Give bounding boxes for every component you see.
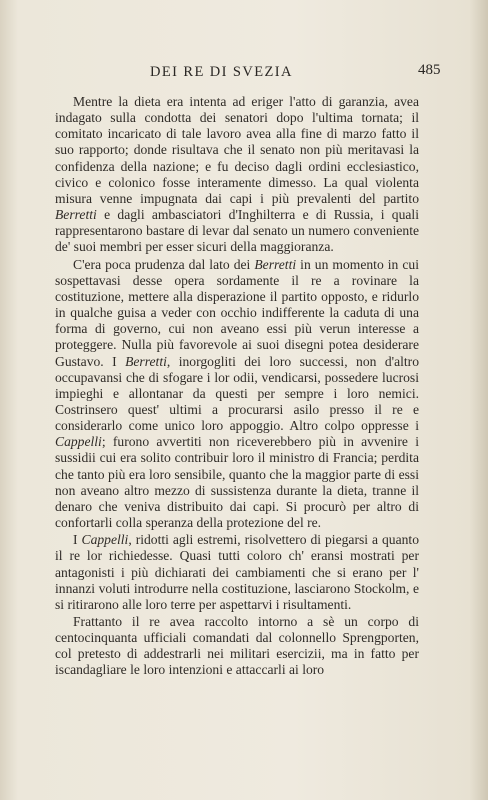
paragraph-4 — [55, 614, 419, 679]
text-run: in un momento in cui sospettavasi desse opera sordamente il re a rovinare la costituzione, mettere alla disperazione il partito opposto, e ridurlo in qualche guisa a veder con occhio indifferente la caduta di una forma di governo, cui non aveano essi più verun interesse a proteggere. Nulla più favorevole ai suoi disegni potea desiderare Gustavo. I — [55, 256, 419, 369]
text-run: C'era poca prudenza dal lato dei — [73, 256, 255, 272]
page-number: 485 — [418, 62, 441, 78]
text-run: I — [73, 532, 82, 548]
paragraph-1 — [55, 94, 419, 256]
page-header — [0, 62, 488, 84]
paragraph-3 — [55, 532, 419, 613]
text-run: , inorgogliti dei loro successi, non d'altro occupavansi che di sfogare i lor odii, vendicarsi, possedere lucrosi impieghi e allontanar da questi per sempre i loro nemici. Costrinsero quest' ultimi a procurarsi asilo presso il re e considerarlo come unico loro appoggio. Altro colpo oppresse i — [55, 353, 419, 434]
running-title: DEI RE DI SVEZIA — [150, 64, 293, 80]
text-run: Frattanto il re avea raccolto intorno a sè un corpo di centocinquanta ufficiali comandati dal colonnello Sprengporten, col pretesto di addestrarli nei militari esercizii, ma in fatto per iscandagliare le loro intenzioni e attaccarli ai loro — [55, 614, 419, 678]
italic-name: Cappelli — [55, 434, 102, 450]
italic-name: Berretti — [55, 207, 97, 223]
italic-name: Cappelli — [81, 532, 129, 548]
text-run: Mentre la dieta era intenta ad eriger l'atto di garanzia, avea indagato sulla condotta dei senatori dopo l'ultima tornata; il comitato incaricato di tale lavoro avea alla fine di marzo fatto il suo rapporto; donde risultava che il senato non più meritavasi la confidenza della nazione; e fu deciso dagli ordini ecclesiastico, civico e colonico fosse interamente dimesso. La qual violenta misura venne impugnata dai capi i più prevalenti del partito — [55, 94, 419, 206]
text-run: e dagli ambasciatori d'Inghilterra e di Russia, i quali rappresentarono bastare di levar dal senato un numero conveniente de' suoi membri per esser sicuri della maggioranza. — [55, 207, 419, 255]
text-run: ; furono avvertiti non riceverebbero più in avvenire i sussidii cui era solito contribuir loro il ministro di Francia; perdita che tanto più era loro sensibile, quanto che la maggior parte di essi non aveano altro mezzo di sussistenza durante la dieta, tranne il denaro che veniva distribuito dai capi. Si procurò per altro di confortarli colla speranza della protezione del re. — [55, 434, 419, 531]
paragraph-2 — [55, 257, 419, 532]
text-run: , ridotti agli estremi, risolvettero di piegarsi a quanto il re lor richiedesse. Quasi tutti coloro ch' eransi mostrati per antagonisti i più dichiarati dei cambiamenti che si erano per l' innanzi voluti introdurre nella costituzione, lasciarono Stockolm, e si ritirarono alle loro terre per aspettarvi i risultamenti. — [55, 532, 419, 612]
body-text — [55, 94, 419, 679]
italic-name: Berretti — [125, 353, 167, 369]
italic-name: Berretti — [254, 256, 297, 272]
page-edge-shadow — [470, 0, 488, 800]
